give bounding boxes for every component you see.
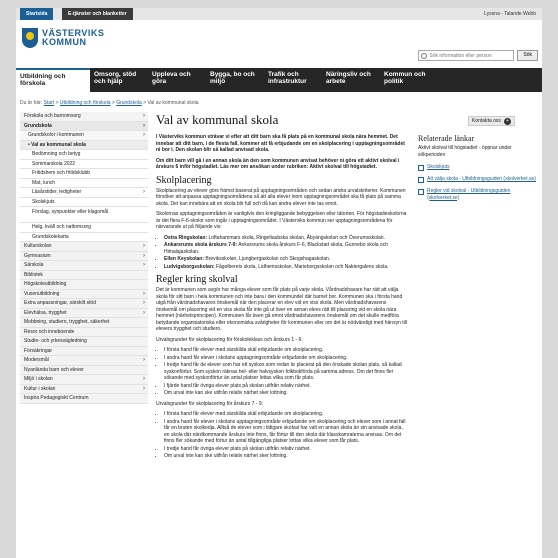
sidebar-item-label: Sommarskola 2022 bbox=[32, 160, 76, 167]
chevron-right-icon[interactable]: › bbox=[143, 252, 145, 259]
sidebar-item-label: Elevhälsa, trygghet bbox=[24, 309, 67, 316]
list-item bbox=[164, 264, 408, 271]
search-form bbox=[418, 50, 538, 61]
sidebar-item[interactable] bbox=[20, 347, 148, 357]
logo-line-2: KOMMUN bbox=[42, 37, 87, 47]
main-content bbox=[156, 112, 408, 464]
breadcrumb-prefix: Du är här: bbox=[20, 100, 43, 106]
sidebar-item[interactable] bbox=[20, 223, 148, 233]
sidebar-item-label: Vuxenutbildning bbox=[24, 290, 60, 297]
chevron-right-icon[interactable]: › bbox=[143, 300, 145, 306]
plus-icon: + bbox=[504, 118, 511, 125]
header bbox=[16, 20, 542, 68]
chevron-right-icon[interactable]: › bbox=[143, 189, 145, 195]
related-link[interactable] bbox=[418, 188, 536, 201]
sidebar-item-label: Miljö i skolan bbox=[24, 376, 53, 382]
sidebar-item-label: Grundskola bbox=[24, 122, 52, 129]
sidebar-item-label: Studie- och yrkesvägledning bbox=[24, 338, 87, 344]
breadcrumb-link-grundskola[interactable]: Grundskola bbox=[116, 100, 142, 106]
breadcrumb-link-start[interactable]: Start bbox=[43, 100, 55, 106]
paragraph: Urvalsgrunder för skolplacering för förskoleklass och årskurs 1 - 6: bbox=[156, 336, 303, 343]
list-item: • I tredje hand får övriga elever plats på skolan utifrån relativ närhet. bbox=[164, 446, 408, 453]
sidebar-item-label: Mat, lunch bbox=[32, 179, 56, 186]
external-link-icon bbox=[418, 189, 424, 195]
related-link-text[interactable]: Regler vid skolval - Utbildningsguiden (skolverket.se) bbox=[427, 188, 511, 201]
crest-icon bbox=[22, 28, 38, 48]
logo-line-1: VÄSTERVIKS bbox=[42, 28, 105, 38]
area-schools: Loftahammars skola, Ringeltaubska skolan, Åbyängskolan och Överumsskolan. bbox=[207, 234, 385, 241]
sidebar-item[interactable] bbox=[20, 179, 148, 189]
search-box bbox=[418, 50, 514, 61]
sidebar-item[interactable] bbox=[20, 394, 148, 404]
list-item: • I första hand får elever med särskilda skäl erbjudande om skolplacering. bbox=[164, 347, 408, 354]
sidebar-item[interactable] bbox=[20, 328, 148, 338]
breadcrumb-current: Val av kommunal skola bbox=[147, 100, 199, 106]
criteria-list-79 bbox=[164, 411, 408, 460]
sidebar-item[interactable] bbox=[20, 131, 148, 141]
sidebar-item-label: Grundskolor i kommunen bbox=[28, 132, 84, 138]
sidebar-item[interactable] bbox=[20, 198, 148, 208]
page bbox=[16, 8, 542, 558]
sidebar-item-label: • Val av kommunal skola bbox=[28, 141, 86, 148]
nav-item[interactable]: Kommun och politik bbox=[384, 71, 426, 85]
tab-etjanster[interactable]: E-tjänster och blanketter bbox=[62, 8, 133, 20]
list-item: • I tredje hand får de elever som har ett syskon som redan är placerat på den önskade skolan plats, så kallad syskonförtur. Som syskon räknas hel- eller halvsyskon folkbokförda på samma adress. Om det finns fler sökande med syskonförtur än antal platser lottas vilka som får plats. bbox=[164, 362, 408, 382]
main-nav bbox=[16, 68, 542, 92]
chevron-right-icon[interactable]: › bbox=[143, 243, 145, 249]
chevron-right-icon[interactable]: › bbox=[143, 357, 145, 363]
list-item bbox=[164, 256, 408, 263]
sidebar-item[interactable] bbox=[20, 318, 148, 328]
sidebar-item-label: Försäkringar bbox=[24, 347, 53, 354]
sidebar-item[interactable] bbox=[20, 290, 148, 300]
chevron-right-icon[interactable]: › bbox=[143, 122, 145, 129]
paragraph: Skolplacering av elever görs främst baserat på upptagningsområden och sedan andra urvalskriterier. Kommunen försöker att anpassa upptagningsområdena så att alla elever inom upptagningsområdet ska få plats på samma skola. Det kan innebära att en skola blir full och då kan andra elever inte tas emot. bbox=[156, 187, 406, 207]
sidebar-item[interactable] bbox=[20, 375, 148, 385]
sidebar-item[interactable] bbox=[20, 261, 148, 271]
sidebar-item-label: Bedömning och betyg bbox=[32, 151, 81, 157]
chevron-right-icon[interactable]: › bbox=[143, 376, 145, 382]
related-link[interactable] bbox=[418, 164, 536, 171]
external-link-icon bbox=[418, 165, 424, 171]
sidebar-item-label: Högskoleutbildning bbox=[24, 281, 67, 287]
top-bar bbox=[16, 8, 542, 20]
heading-regler: Regler kring skolval bbox=[156, 274, 238, 285]
list-item bbox=[164, 242, 408, 255]
sidebar-item-label: Skolskjuts bbox=[32, 198, 55, 205]
chevron-right-icon[interactable]: › bbox=[143, 309, 145, 316]
sidebar-item[interactable] bbox=[20, 356, 148, 366]
nav-item[interactable]: Bygga, bo och miljö bbox=[210, 71, 255, 85]
sidebar-item-label: Kultur i skolan bbox=[24, 385, 56, 392]
sidebar-item[interactable] bbox=[20, 271, 148, 281]
sidebar-item-label: Nyanlända barn och elever bbox=[24, 366, 84, 373]
sidebar-item[interactable] bbox=[20, 207, 148, 223]
paragraph: Skolornas upptagningsområden är vanligtvis den kringliggande bebyggelsen eller tätorten. För högstadieskolorna är det flera F-6-skolor som ingår i upptagningsområdet. I Västerviks kommun ser upptagningsområdena för närvarande ut på följande vis: bbox=[156, 211, 407, 230]
list-item: • I andra hand får elever i skolans upptagningsområde erbjudande om skolplacering. bbox=[164, 355, 408, 362]
external-link-icon bbox=[418, 177, 424, 183]
sidebar-item[interactable] bbox=[20, 309, 148, 319]
sidebar-item-label: Mobbning, studiero, trygghet, säkerhet bbox=[24, 319, 110, 325]
related-links bbox=[418, 134, 536, 206]
sidebar-item-label: Gymnasium bbox=[24, 252, 51, 259]
chevron-right-icon[interactable]: › bbox=[143, 262, 145, 268]
sidebar-item[interactable] bbox=[20, 299, 148, 309]
area-school: Ludvigsborgsskolan: bbox=[164, 263, 215, 270]
sidebar-item[interactable] bbox=[20, 169, 148, 179]
chevron-right-icon[interactable]: › bbox=[143, 290, 145, 297]
area-school: Ellen Keyskolan: bbox=[164, 256, 205, 262]
search-icon bbox=[421, 53, 427, 59]
contact-button[interactable] bbox=[468, 116, 515, 126]
sidebar-item[interactable] bbox=[20, 150, 148, 160]
list-item bbox=[164, 235, 408, 242]
sidebar-item-label: Modersmål bbox=[24, 357, 49, 363]
ingress-2: Om ditt barn vill gå i en annan skola än den som kommunen anvisat behöver ni göra ett aktivt skolval i årskurs 6 inför högstadiet. Läs mer om ansökan under rubriken: Aktivt skolval till högstadiet. bbox=[156, 157, 400, 170]
sidebar-item-label: Kulturskolan bbox=[24, 243, 52, 249]
sidebar-item[interactable] bbox=[20, 160, 148, 170]
nav-item[interactable]: Näringsliv och arbete bbox=[326, 71, 371, 85]
area-schools: Ankarsrums skola årskurs F-6, Blackstad skola, Gunnebo skola och Himalajaskolan. bbox=[164, 242, 388, 255]
chevron-right-icon[interactable]: › bbox=[143, 113, 145, 119]
related-link-text[interactable]: Att välja skola - Utbildningsguiden (skolverket.se) bbox=[427, 176, 536, 182]
sidebar-item-label: Extra anpassningar, särskilt stöd bbox=[24, 300, 96, 306]
site-logo[interactable] bbox=[22, 28, 104, 48]
list-item: • I andra hand får elever i skolans upptagningsområde erbjudande om skolplacering och elever som i annat fall får en bruten skolkedja. Alltså de elever som i tidigare skolval har valt en annan skola än sin anvisade skola, en skola där närdkommande årskurs inte finns, får förtur till den skola där klasskamraterna anvisas. Om det finns fler sökande med förtur än antal tillgängliga platser lottas vilka elever som får plats. bbox=[164, 419, 408, 445]
search-button[interactable]: Sök bbox=[517, 50, 538, 61]
nav-item[interactable]: Omsorg, stöd och hjälp bbox=[94, 71, 137, 85]
list-item: • Om urval inte kan ske utifrån relativ närhet sker lottning. bbox=[164, 390, 408, 397]
criteria-list-f6 bbox=[164, 347, 408, 397]
sidebar bbox=[20, 112, 148, 404]
sidebar-item[interactable] bbox=[20, 122, 148, 132]
areas-list bbox=[164, 235, 408, 271]
chevron-right-icon[interactable]: › bbox=[143, 132, 145, 138]
sidebar-item[interactable] bbox=[20, 242, 148, 252]
list-item: • I första hand får elever med särskilda skäl erbjudande om skolplacering. bbox=[164, 411, 408, 418]
listen-link[interactable]: Lyssna - Talande Webb bbox=[484, 11, 536, 17]
related-link-text[interactable]: Skolskjuts bbox=[427, 164, 450, 170]
sidebar-item[interactable] bbox=[20, 252, 148, 262]
area-schools: Fågelberets skola, Lidhemsskolan, Marieborgsskolan och Naktergalens skola. bbox=[214, 263, 389, 270]
related-desc: Aktivt skolval till högstadiet - öppnar under sökperioden bbox=[418, 145, 512, 158]
area-school: Ankarsrums skola årskurs 7-9: bbox=[164, 242, 238, 248]
related-title: Relaterade länkar bbox=[418, 134, 475, 143]
area-school: Ostra Ringskolan: bbox=[164, 234, 208, 241]
ingress-1: I Västerviks kommun strävar vi efter att ditt barn ska få plats på en kommunal skola nära hemmet. Det innebar att ditt barn, i de flesta fall, kommer att få erbjudande om en skolplacering i upptagningsområdet ni bor i. Den skolan blir så kallad anvisad skola. bbox=[156, 134, 405, 153]
tab-startsida[interactable]: Startsida bbox=[20, 8, 53, 20]
sidebar-item-label: Resor och inneboende bbox=[24, 328, 75, 335]
list-item: • Om urval inte kan ske utifrån relativ närhet sker lottning. bbox=[164, 453, 408, 460]
sidebar-item-label: Fritidshem och fritidsklubb bbox=[32, 170, 91, 176]
sidebar-item[interactable] bbox=[20, 366, 148, 376]
sidebar-item-label: Läsårstider, ledigheter bbox=[32, 189, 82, 195]
area-schools: Breviksskolan, Ljungbergaskolan och Skogshagaskolan. bbox=[204, 256, 331, 262]
sidebar-item-label: Förskola och barnomsorg bbox=[24, 113, 81, 119]
related-link[interactable] bbox=[418, 176, 536, 183]
sidebar-item-label: Helg, kväll och nattomsorg bbox=[32, 224, 91, 230]
sidebar-item-label: Bibliotek bbox=[24, 271, 43, 278]
nav-item[interactable]: Uppleva och göra bbox=[152, 71, 191, 85]
sidebar-item[interactable] bbox=[20, 280, 148, 290]
list-item: • I fjärde hand får övriga elever plats på skolan utifrån relativ närhet. bbox=[164, 383, 408, 390]
contact-label: Kontakta oss bbox=[472, 118, 501, 124]
sidebar-item[interactable] bbox=[20, 141, 148, 151]
heading-skolplacering: Skolplacering bbox=[156, 174, 212, 186]
sidebar-item-label: Grundskolekarta bbox=[32, 233, 69, 240]
paragraph: Urvalsgrunder för skolplacering för årskurs 7 - 9: bbox=[156, 400, 263, 407]
sidebar-item[interactable] bbox=[20, 188, 148, 198]
sidebar-item[interactable] bbox=[20, 112, 148, 122]
chevron-right-icon[interactable]: › bbox=[143, 385, 145, 392]
sidebar-item-label: Förslag, synpunkter eller klagomål bbox=[32, 209, 109, 215]
breadcrumb: Du är här: Start > Utbildning och förskola > Grundskola > Val av kommunal skola bbox=[20, 100, 199, 106]
page-title: Val av kommunal skola bbox=[156, 112, 279, 127]
sidebar-item-label: Inspira Pedagogiskt Centrum bbox=[24, 395, 89, 401]
sidebar-item[interactable] bbox=[20, 385, 148, 395]
breadcrumb-link-utbildning[interactable]: Utbildning och förskola bbox=[59, 100, 111, 106]
nav-item[interactable]: Utbildning och förskola bbox=[16, 68, 90, 92]
sidebar-item-label: Särskola bbox=[24, 262, 44, 268]
nav-item[interactable]: Trafik och infrastruktur bbox=[268, 71, 307, 85]
paragraph: Det är kommunen som avgör hur många elever som får plats på varje skola. Vårdnadshavare har rätt att välja skola för sitt barn i hela kommunen och inte bara i den kommundel där barnet bor. Kommunen ska i första hand utgå från vårdnadshavares önskemål när den placerar en elev vid en viss skola. Men vårdnadshavarens önskemål om placering vid en viss skola får inte gå ut över en annan elevs rätt till placering vid en skola nära hemmet (närhetsprincipen). Kommunen får även gå emot vårdnadshavarens önskemål om det skulle medföra betydande organisatoriska eller ekonomiska svårigheter för kommunen eller om det är nödvändigt med hänsyn till elevers trygghet och studiero. bbox=[156, 287, 407, 332]
sidebar-item[interactable] bbox=[20, 233, 148, 243]
search-input[interactable] bbox=[429, 53, 509, 59]
sidebar-item[interactable] bbox=[20, 337, 148, 347]
